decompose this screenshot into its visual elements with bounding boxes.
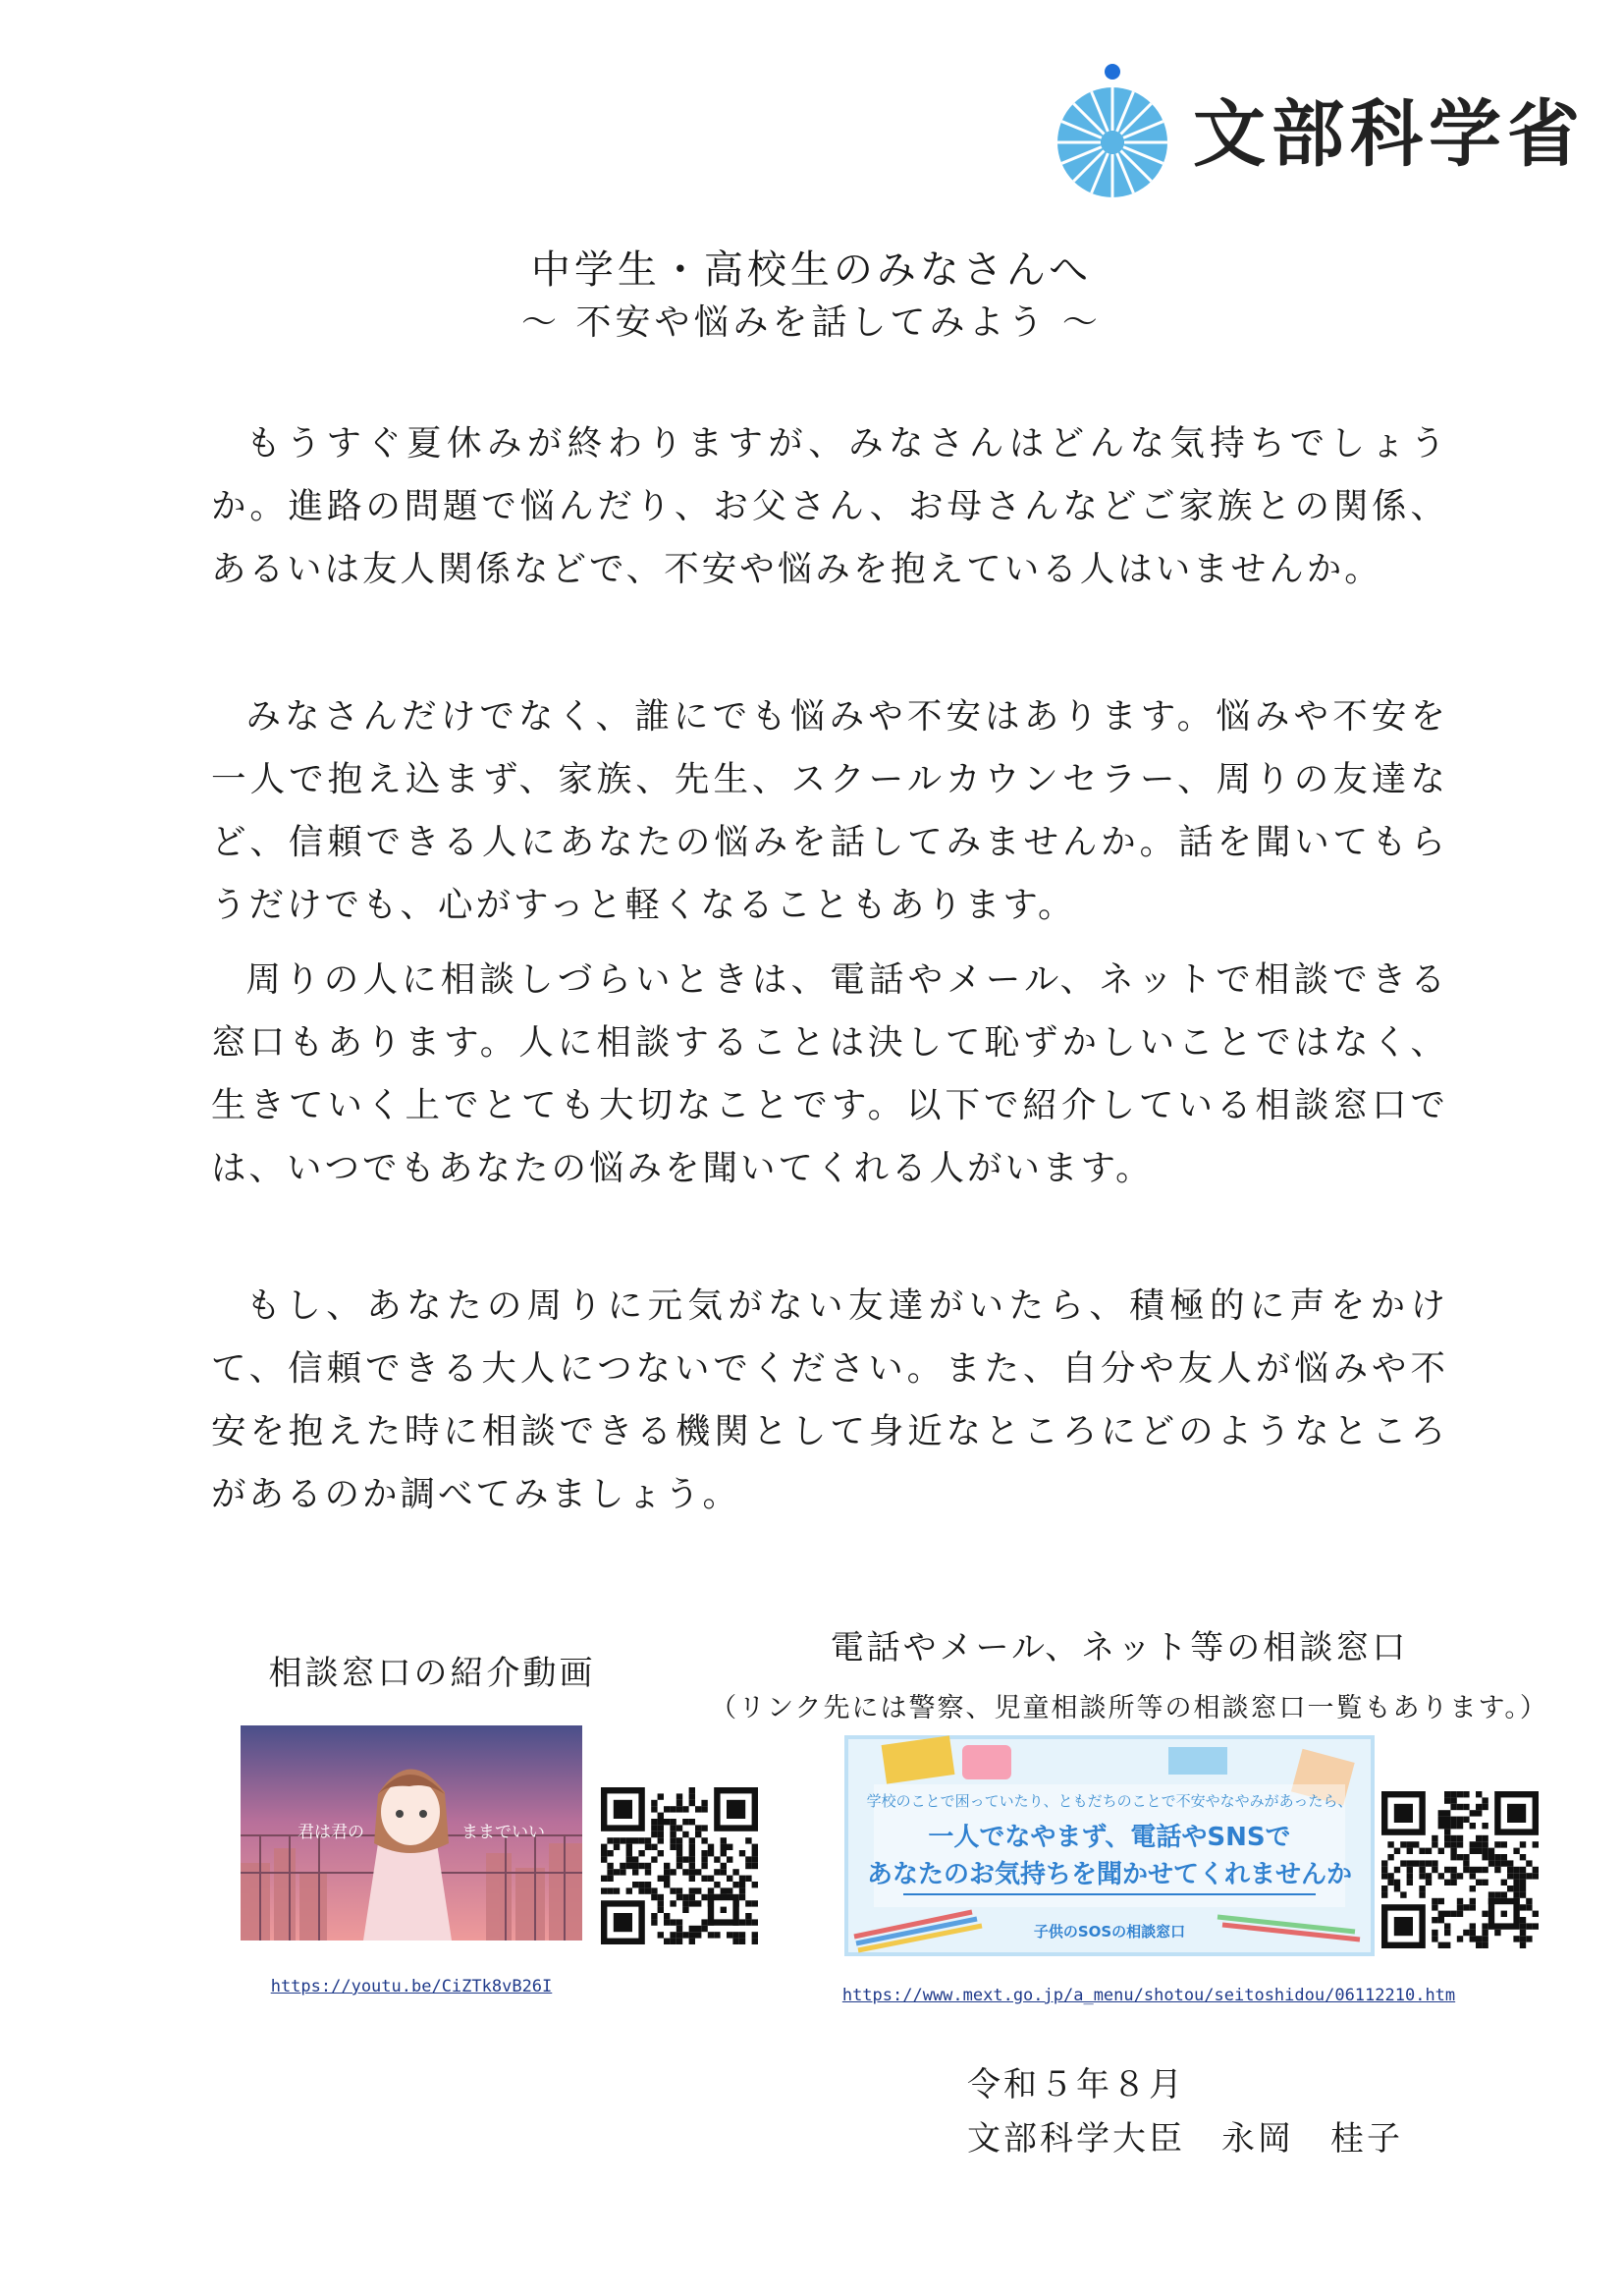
contact-banner[interactable]: [844, 1735, 1375, 1956]
contact-section-title: 電話やメール、ネット等の相談窓口: [830, 1628, 1409, 1667]
paragraph-4: もし、あなたの周りに元気がない友達がいたら、積極的に声をかけて、信頼できる大人につないでください。また、自分や友人が悩みや不安を抱えた時に相談できる機関として身近なところにどのようなところがあるのか調べてみましょう。: [211, 1285, 1448, 1514]
page-subtitle: ～ 不安や悩みを話してみよう ～: [521, 302, 1102, 343]
qr-code-video-icon: [601, 1787, 758, 1944]
video-link[interactable]: https://youtu.be/CiZTk8vB26I: [270, 1977, 553, 1996]
paragraph-3: 周りの人に相談しづらいときは、電話やメール、ネットで相談できる窓口もあります。人に相談することは決して恥ずかしいことではなく、生きていく上でとても大切なことです。以下で紹介している相談窓口では、いつでもあなたの悩みを聞いてくれる人がいます。: [211, 959, 1448, 1188]
logo-text: 文部科学省: [1193, 92, 1586, 177]
thumb-caption-right: ままでいい: [461, 1823, 545, 1842]
page-title: 中学生・高校生のみなさんへ: [530, 247, 1093, 293]
contact-section-note: （リンク先には警察、児童相談所等の相談窓口一覧もあります。）: [710, 1693, 1548, 1723]
paragraph-1: もうすぐ夏休みが終わりますが、みなさんはどんな気持ちでしょうか。進路の問題で悩んだり、お父さん、お母さんなどご家族との関係、あるいは友人関係などで、不安や悩みを抱えている人はいませんか。: [211, 423, 1448, 589]
video-section-title: 相談窓口の紹介動画: [268, 1654, 596, 1693]
issue-date: 令和５年８月: [967, 2065, 1185, 2105]
signer: 文部科学大臣 永岡 桂子: [967, 2119, 1403, 2159]
banner-line-3: あなたのお気持ちを聞かせてくれませんか: [866, 1860, 1353, 1889]
thumb-caption-left: 君は君の: [298, 1823, 364, 1842]
banner-line-1: 学校のことで困っていたり、ともだちのことで不安やなやみがあったら、: [866, 1792, 1353, 1810]
paragraph-2: みなさんだけでなく、誰にでも悩みや不安はあります。悩みや不安を一人で抱え込まず、家族、先生、スクールカウンセラー、周りの友達など、信頼できる人にあなたの悩みを話してみませんか。話を聞いてもらうだけでも、心がすっと軽くなることもあります。: [211, 696, 1448, 925]
banner-line-2: 一人でなやまず、電話やSNSで: [928, 1823, 1291, 1852]
banner-footer: 子供のSOSの相談窓口: [1033, 1923, 1186, 1941]
contact-link[interactable]: https://www.mext.go.jp/a_menu/shotou/seitoshidou/06112210.htm: [841, 1986, 1456, 2005]
video-thumbnail[interactable]: [241, 1725, 582, 1941]
qr-code-contact-icon: [1381, 1791, 1539, 1948]
